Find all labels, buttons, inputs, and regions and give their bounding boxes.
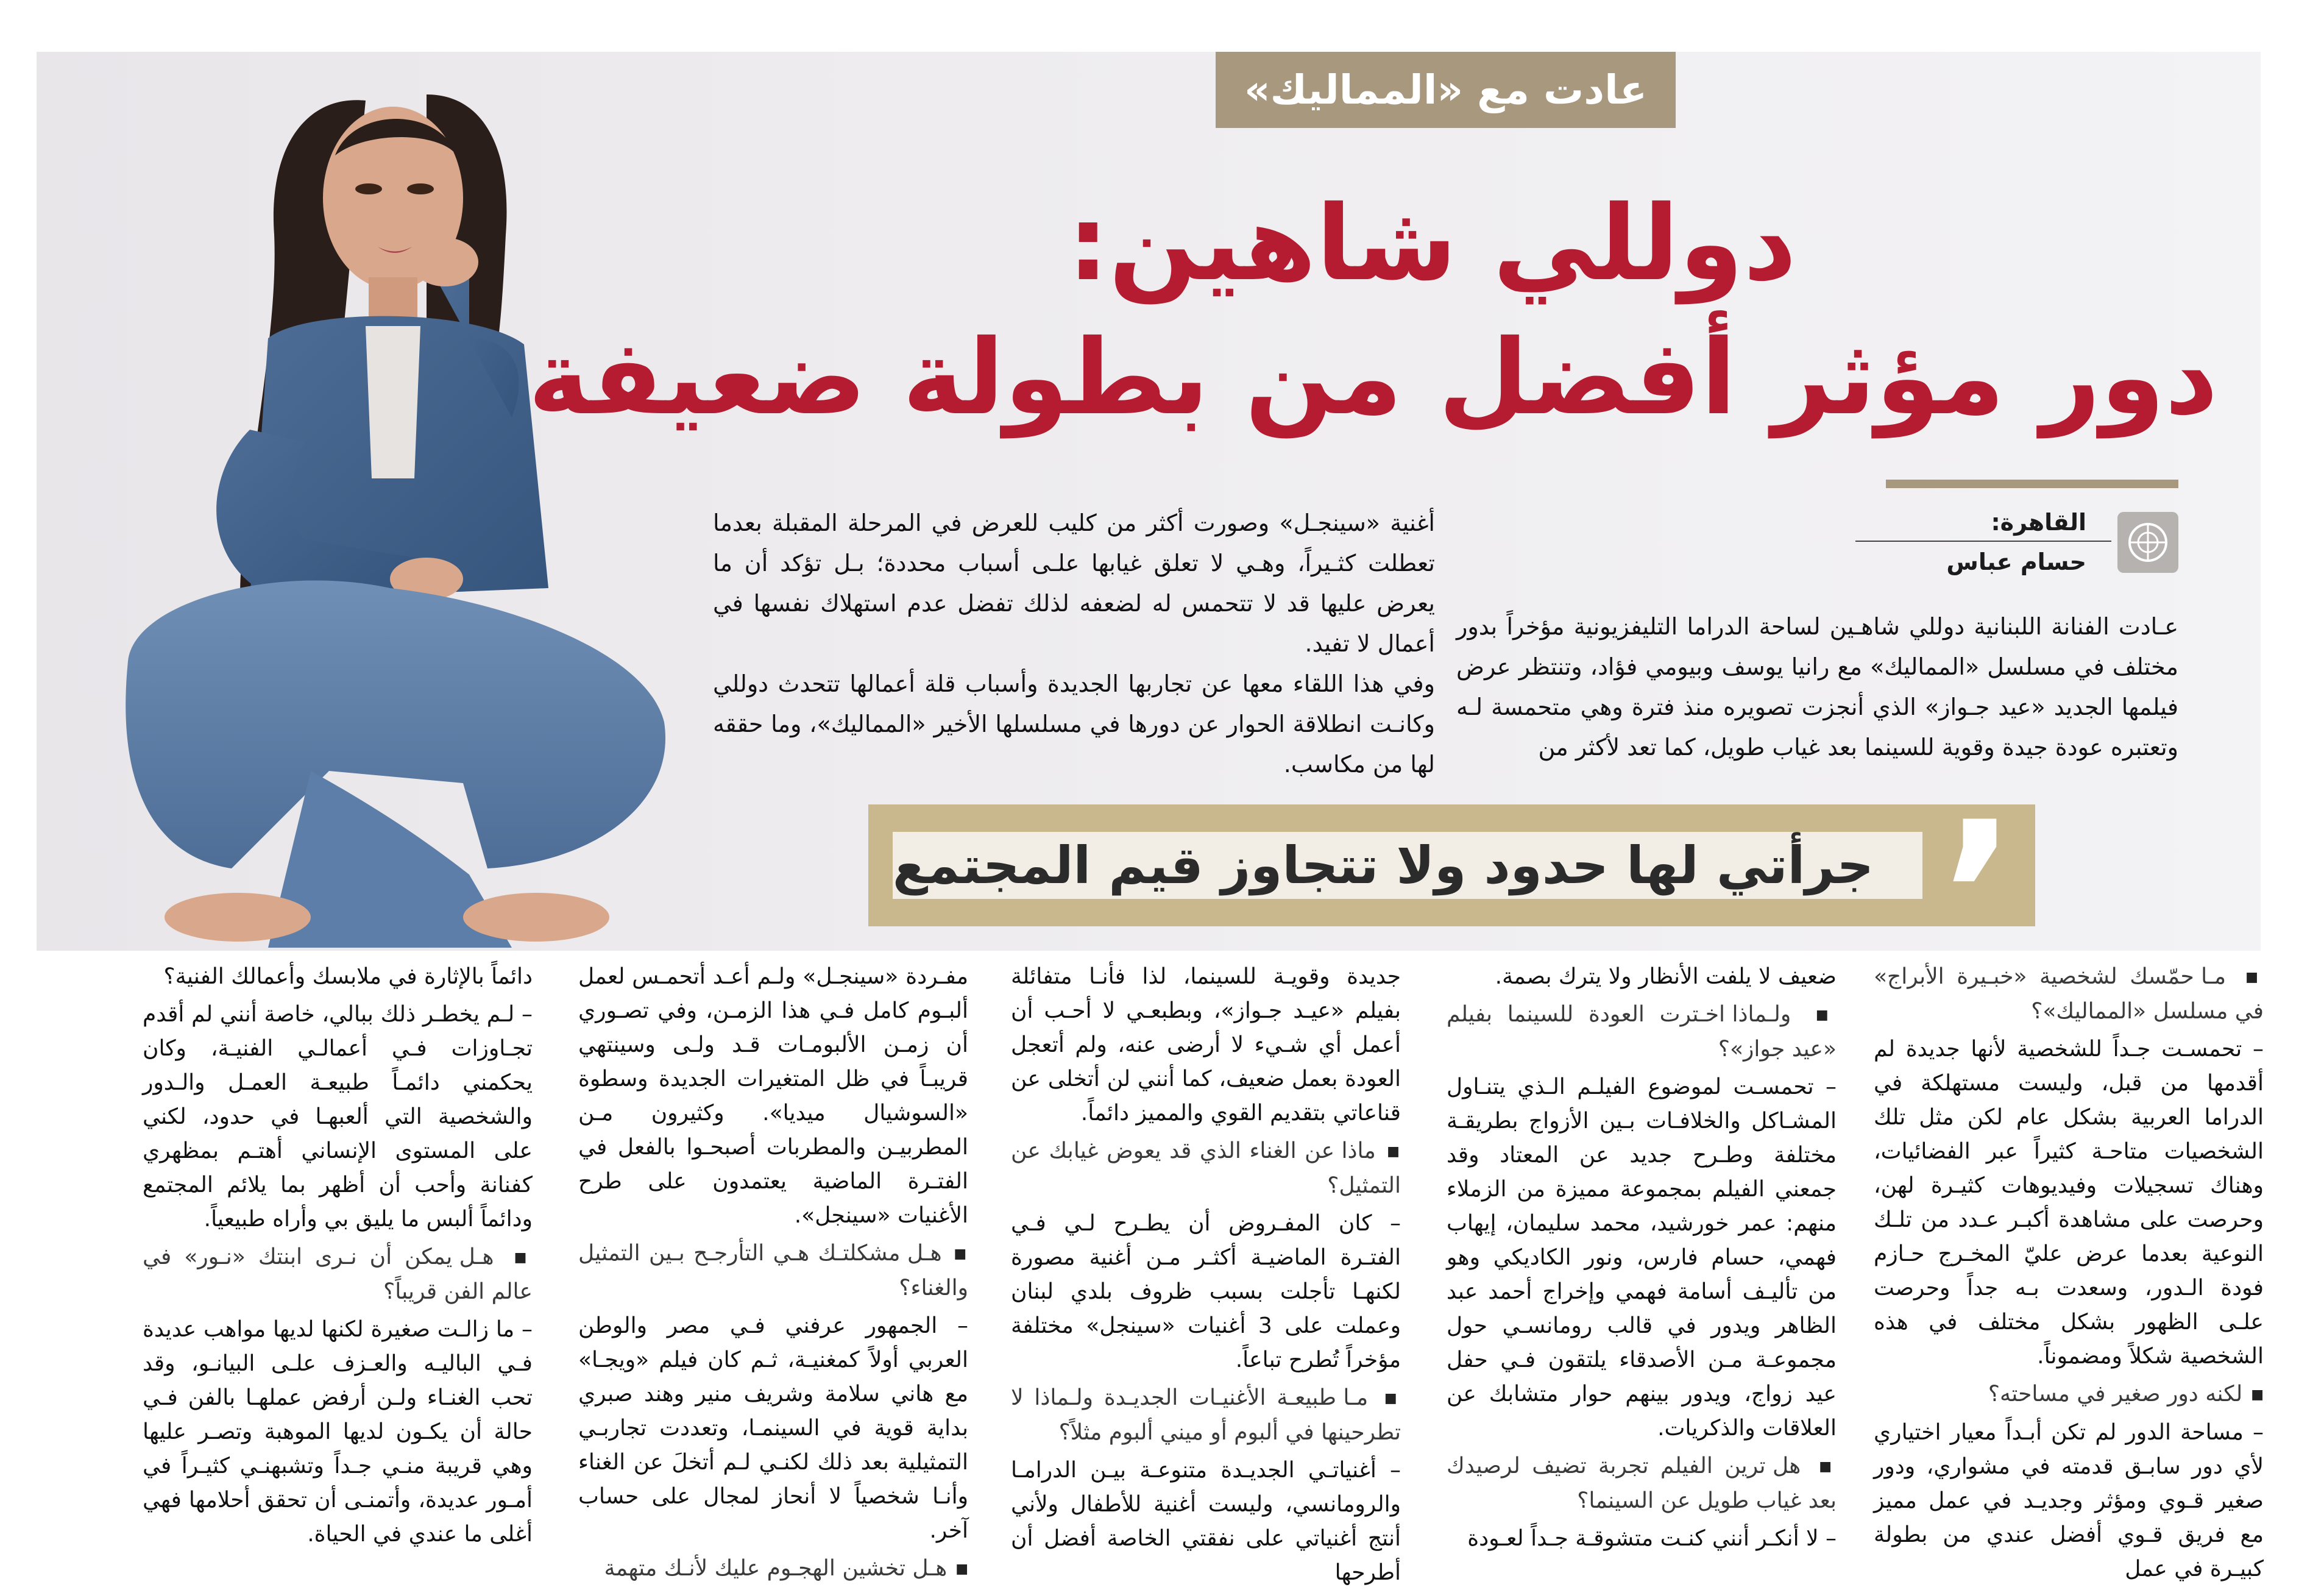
question: ■ مـا حمّسك لشخصية «خبـيرة الأبراج» في مسلسل «المماليك»؟ [1874, 960, 2264, 1029]
article-column-2 [1447, 960, 1837, 1551]
dolly-shaheen-photo [49, 52, 749, 951]
answer: – لا أنكـر أنني كنـت متشوقـة جـداً لعـودة [1467, 1526, 1837, 1551]
answer: – مساحة الدور لم تكن أبـداً معيار اختياري لأي دور سابـق قدمته في مشواري، ودور صغير قـوي ومؤثر وجديـد في عمل مميز مع فريق قـوي أفضل عندي من بطولة كبيـرة في عمل [1874, 1420, 2264, 1581]
question: ■ هـل تخشين الهجـوم عليك لأنـك متهمة [578, 1552, 968, 1586]
byline-city: القاهرة: [1991, 509, 2086, 536]
answer: – لـم يخطـر ذلك ببالي، خاصة أنني لم أقدم تجـاوزات فـي أعمالـي الفنيـة، وكان يحكمني دائمـاً طبيعـة العمـل والـدور والشخصية التي ألعبهـا في حدود، لكني على المستوى الإنساني أهتـم بمظهري كفنانة وأحب أن أظهر بما يلائم المجتمع ودائماً ألبس ما يليق بي وأراه طبيعياً. [143, 1002, 533, 1232]
byline-author: حسام عباس [1946, 548, 2086, 575]
question: ■ ولـماذا اخـترت العودة للسينما بفيلم «عيد جواز»؟ [1447, 998, 1837, 1067]
intro-paragraph-right: عـادت الفنانة اللبنانية دوللي شاهـين لساحة الدراما التليفزيونية مؤخراً بدور مختلف في مسلسل «المماليك» مع رانيا يوسف وبيومي فؤاد، وتنتظر عرض فيلمها الجديد «عيد جـواز» الذي أنجزت تصويره منذ فترة وهي متحمسة لـه وتعتبره عودة جيدة وقوية للسينما بعد غياب طويل، كما تعد لأكثر من [1456, 613, 2178, 761]
section-tag: عادت مع «المماليك» [1216, 52, 1676, 128]
answer: ضعيف لا يلفت الأنظار ولا يترك بصمة. [1495, 964, 1837, 989]
pull-quote-box [893, 832, 1922, 899]
answer: جديدة وقويـة للسينما، لذا فأنـا متفائلة بفيلم «عيـد جـواز»، وبطبعـي لا أحـب أن أعمل أي شـيء لا أرضى عنه، ولم أتعجل العودة بعمل ضعيف، كما أنني لن أتخلى عن قناعاتي بتقديم القوي والمميز دائماً. [1011, 964, 1401, 1126]
byline-rule [1855, 541, 2111, 542]
quote-mark-icon: ’ [1940, 779, 2017, 1013]
article-column-5 [143, 960, 533, 1547]
article-column-4 [578, 960, 968, 1581]
headline-line-2: دور مؤثر أفضل من بطولة ضعيفة [528, 318, 2218, 438]
question: ■ هـل يمكن أن نـرى ابنتك «نـور» في عالم الفن قريباً؟ [143, 1240, 533, 1309]
intro-paragraph-left [713, 503, 1435, 784]
newspaper-emblem-icon [2117, 512, 2178, 573]
question: ■ مـا طبيعـة الأغنيـات الجديـدة ولـماذا لا تطرحينها في ألبوم أو ميني ألبوم مثلاً؟ [1011, 1381, 1401, 1450]
article-column-1 [1874, 960, 2264, 1581]
answer: – ما زالـت صغيرة لكنها لديها مواهب عديدة فـي الباليـه والعـزف علـى البيانـو، وقد تحب الغنـاء ولـن أرفض عملهـا بالفن فـي حالة أن يكـون لديها الموهبة وتصـر عليها وهي قريبة منـي جـداً وتشبهنـي كثيـراً في أمـور عديدة، وأتمنـى أن تحقق أحلامها فهي أغلى ما عندي في الحياة. [143, 1317, 533, 1547]
pull-quote-text: جرأتي لها حدود ولا تتجاوز قيم المجتمع [893, 836, 1874, 895]
article-column-3 [1011, 960, 1401, 1585]
question: ■ هـل مشكلتـك هـي التأرجـح بـين التمثيل والغناء؟ [578, 1237, 968, 1305]
answer: – تحمسـت لموضوع الفيلـم الـذي يتنـاول المشـاكل والخلافـات بـين الأزواج بطريقـة مختلفة وطـرح جديد عن المعتاد وقد جمعني الفيلم بمجموعة مميزة من الزملاء منهم: عمر خورشيد، محمد سليمان، إيهاب فهمي، حسام فارس، ونور الكاديكي وهو من تأليـف أسامة فهمي وإخراج أحمد عبد الظاهر ويدور في قالب رومانسـي حول مجموعـة مـن الأصدقاء يلتقون فـي حفل عيد زواج، ويدور بينهم حوار متشابك عن العلاقات والذكريات. [1447, 1074, 1837, 1441]
question: ■ ماذا عن الغناء الذي قد يعوض غيابك عن التمثيل؟ [1011, 1134, 1401, 1203]
headline-rule [1886, 480, 2178, 488]
intro-left-part-1: أغنية «سينجـل» وصورت أكثر من كليب للعرض في المرحلة المقبلة بعدما تعطلت كثـيراً، وهـي لا تعلق غيابها علـى أسباب محددة؛ بـل تؤكد أن ما يعرض عليها قد لا تتحمس له لضعفه لذلك تفضل عدم استهلاك نفسها في أعمال لا تفيد. [713, 509, 1435, 657]
answer: – كان المفـروض أن يطـرح لـي فـي الفتـرة الماضيـة أكثـر مـن أغنية مصورة لكنهـا تأجلت بسبب ظروف بلدي لبنان وعملت على 3 أغنيات «سينجل» مختلفة مؤخراً تُطرح تباعاً. [1011, 1211, 1401, 1372]
headline-line-1: دوللي شاهين: [1067, 183, 1797, 304]
answer: دائماً بالإثارة في ملابسك وأعمالك الفنية؟ [163, 964, 533, 989]
emblem-icon [2124, 518, 2172, 567]
answer: – تحمسـت جـداً للشخصية لأنها جديدة لم أقدمها من قبل، وليست مستهلكة في الدراما العربية بشكل عام لكن مثل تلك الشخصيات متاحـة كثيراً عبر الفضائيات، وهناك تسجيلات وفيديوهات كثيـرة لهن، وحرصت على مشاهدة أكبـر عـدد من تلـك النوعية بعدما عرض عليّ المخـرج حـازم فودة الـدور، وسعدت بـه جداً وحرصت علـى الظهور بشكل مختلف في هذه الشخصية شكلاً ومضموناً. [1874, 1037, 2264, 1369]
intro-left-part-2: وفي هذا اللقاء معها عن تجاربها الجديدة وأسباب قلة أعمالها تتحدث دوللي وكانـت انطلاقة الحوار عن دورها في مسلسلها الأخير «المماليك»، وما حققه لها من مكاسب. [713, 670, 1435, 778]
question: ■ هل ترين الفيلم تجربة تضيف لرصيدك بعد غياب طويل عن السينما؟ [1447, 1449, 1837, 1518]
answer: – الجمهور عرفني فـي مصر والوطن العربي أولاً كمغنيـة، ثـم كان فيلم «ويجـا» مع هاني سلامة وشريف منير وهند صبري بداية قوية في السينمـا، وتعددت تجاربـي التمثيلية بعد ذلك لكنـي لـم أتخلَ عن الغناء وأنـا شخصياً لا أنحاز لمجال على حساب آخر. [578, 1313, 968, 1543]
question: ■ لكنه دور صغير في مساحته؟ [1874, 1377, 2264, 1412]
answer: – أغنياتـي الجديـدة متنوعـة بيـن الدرامـا والرومانسي، وليست أغنية للأطفال ولأني أنتج أغنياتي على نفقتي الخاصة أفضل أن أطرحها [1011, 1458, 1401, 1585]
answer: مفـردة «سينجـل» ولـم أعـد أتحمـس لعمل ألبـوم كامل فـي هذا الزمـن، وفي تصـوري أن زمـن الألبومـات قـد ولـى وسينتهي قريبـاً في ظل المتغيرات الجديدة وسطوة «السوشيال ميديا». وكثيرون مـن المطربيـن والمطربات أصبحـوا بالفعل في الفتـرة الماضية يعتمدون على طرح الأغنيات «سينجل». [578, 964, 968, 1228]
